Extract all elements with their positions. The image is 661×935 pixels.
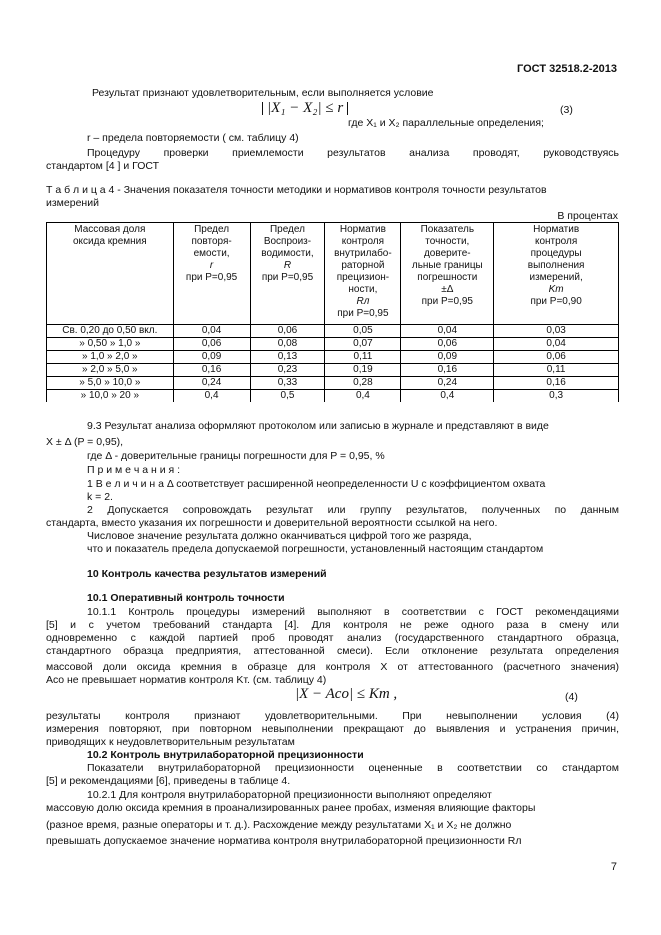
table-cell: 0,24 bbox=[173, 377, 250, 390]
table-cell: » 1,0 » 2,0 » bbox=[47, 351, 174, 364]
after4-line2: измерения повторяют, при повторном невыполнении прекращают до выявления и устранения причин, bbox=[46, 723, 619, 735]
table-caption-line2: измерений bbox=[46, 197, 99, 209]
table-caption bbox=[46, 184, 626, 197]
table-cell: 0,06 bbox=[401, 338, 494, 351]
table-cell: » 2,0 » 5,0 » bbox=[47, 364, 174, 377]
page-number: 7 bbox=[610, 861, 617, 873]
p1011-line6: Aco не превышает норматив контроля Kт. (см. таблицу 4) bbox=[46, 674, 327, 686]
note1-line2: k = 2. bbox=[87, 491, 113, 503]
table-cell: 0,5 bbox=[250, 390, 325, 403]
table-row bbox=[47, 390, 619, 403]
table-cell: » 5,0 » 10,0 » bbox=[47, 377, 174, 390]
p1021-line4: превышать допускаемое значение норматива контроля внутрилабораторной прецизионности Rл bbox=[46, 835, 522, 847]
section-9-3-line2: X ± Δ (P = 0,95), bbox=[46, 436, 124, 448]
table-cell: 0,03 bbox=[494, 325, 619, 338]
table-cell: 0,13 bbox=[250, 351, 325, 364]
table-cell: 0,09 bbox=[401, 351, 494, 364]
header-control-norm: Норматив контроля процедуры выполнения измерений, Km при P=0,90 bbox=[494, 223, 619, 325]
table-cell: 0,23 bbox=[250, 364, 325, 377]
table-cell: 0,3 bbox=[494, 390, 619, 403]
p102-line1: Показатели внутрилабораторной прецизионности оцененные в соответствии со стандартом bbox=[87, 762, 619, 774]
table-4 bbox=[46, 222, 619, 402]
procedure-line-1: Процедуру проверки приемлемости результатов анализа проводят, руководствуясь bbox=[87, 147, 619, 159]
table-cell: 0,28 bbox=[325, 377, 401, 390]
table-caption-text: - Значения показателя точности методики и нормативов контроля точности результатов bbox=[114, 184, 547, 196]
table-caption-prefix: Т а б л и ц а 4 bbox=[46, 184, 115, 196]
header-accuracy: Показатель точности, доверите- льные границы погрешности ±Δ при P=0,95 bbox=[401, 223, 494, 325]
subsection-10-2-title: 10.2 Контроль внутрилабораторной прецизионности bbox=[87, 749, 364, 761]
table-cell: » 0,50 » 1,0 » bbox=[47, 338, 174, 351]
procedure-line-2: стандартом [4 ] и ГОСТ bbox=[46, 160, 160, 172]
table-cell: 0,16 bbox=[173, 364, 250, 377]
table-cell: 0,06 bbox=[250, 325, 325, 338]
table-cell: 0,04 bbox=[494, 338, 619, 351]
table-header-row bbox=[47, 223, 619, 325]
table-cell: 0,05 bbox=[325, 325, 401, 338]
table-cell: 0,11 bbox=[494, 364, 619, 377]
table-cell: 0,33 bbox=[250, 377, 325, 390]
table-cell: 0,11 bbox=[325, 351, 401, 364]
formula-4: |X − Aco| ≤ Kт , bbox=[295, 686, 398, 702]
r-definition: r – предела повторяемости ( см. таблицу 4) bbox=[87, 132, 299, 144]
table-units: В процентах bbox=[557, 210, 618, 222]
rounding-line1: Числовое значение результата должно оканчиваться цифрой того же разряда, bbox=[87, 530, 472, 542]
table-row bbox=[47, 325, 619, 338]
note2-line1: 2 Допускается сопровождать результат или группу результатов, полученных по данным bbox=[87, 504, 619, 516]
table-row bbox=[47, 364, 619, 377]
equation-number-3: (3) bbox=[560, 104, 573, 116]
table-cell: 0,19 bbox=[325, 364, 401, 377]
where-text: где X₁ и X₂ параллельные определения; bbox=[348, 117, 544, 129]
p1011-line3: одновременно с каждой партией проб проводят анализ (государственного стандартного образца, bbox=[46, 632, 619, 644]
table-cell: 0,24 bbox=[401, 377, 494, 390]
table-cell: 0,04 bbox=[401, 325, 494, 338]
table-cell: 0,4 bbox=[173, 390, 250, 403]
table-cell: 0,4 bbox=[401, 390, 494, 403]
section-9-3-line1: 9.3 Результат анализа оформляют протоколом или записью в журнале и представляют в виде bbox=[87, 420, 549, 432]
table-row bbox=[47, 377, 619, 390]
formula-3: |X₁ − X₂| ≤ r bbox=[262, 102, 348, 115]
p102-line2: [5] и рекомендациями [6], приведены в таблице 4. bbox=[46, 775, 291, 787]
table-row bbox=[47, 338, 619, 351]
table-cell: » 10,0 » 20 » bbox=[47, 390, 174, 403]
table-row bbox=[47, 351, 619, 364]
table-cell: 0,08 bbox=[250, 338, 325, 351]
p1011-line4: стандартного образца предприятия, аттестованной смеси). Если отклонение результата определения bbox=[46, 645, 619, 657]
section-10-title: 10 Контроль качества результатов измерений bbox=[87, 568, 327, 580]
note1-line1: 1 В е л и ч и н а Δ соответствует расширенной неопределенности U с коэффициентом охвата bbox=[87, 478, 546, 490]
table-cell: 0,16 bbox=[494, 377, 619, 390]
p1011-line2: [5] и с учетом требований стандарта [4]. Для контроля не реже одного раза в смену или bbox=[46, 619, 619, 631]
subsection-10-1-title: 10.1 Оперативный контроль точности bbox=[87, 592, 285, 604]
table-cell: 0,16 bbox=[401, 364, 494, 377]
header-repeatability: Предел повторя- емости, r при P=0,95 bbox=[173, 223, 250, 325]
result-condition-text: Результат признают удовлетворительным, если выполняется условие bbox=[92, 87, 434, 99]
after4-line3: приводящих к неудовлетворительным результатам bbox=[46, 736, 295, 748]
equation-number-4: (4) bbox=[565, 691, 578, 703]
p1011-line1: 10.1.1 Контроль процедуры измерений выполняют в соответствии с ГОСТ рекомендациями bbox=[87, 606, 619, 618]
p1021-line3: (разное время, разные операторы и т. д.). Расхождение между результатами X₁ и X₂ не должно bbox=[46, 819, 512, 831]
table-cell: 0,09 bbox=[173, 351, 250, 364]
section-9-3-line3: где Δ - доверительные границы погрешности для P = 0,95, % bbox=[87, 450, 385, 462]
document-header: ГОСТ 32518.2-2013 bbox=[517, 63, 617, 75]
after4-line1: результаты контроля признают удовлетворительными. При невыполнении условия (4) bbox=[46, 710, 619, 722]
p1021-line2: массовую долю оксида кремния в проанализированных ранее пробах, изменяя влияющие факторы bbox=[46, 802, 536, 814]
table-cell: 0,4 bbox=[325, 390, 401, 403]
header-reproducibility: Предел Воспроиз- водимости, R при P=0,95 bbox=[250, 223, 325, 325]
note2-line2: стандарта, вместо указания их погрешности и доверительной вероятности ссылкой на него. bbox=[46, 517, 498, 529]
table-cell: Св. 0,20 до 0,50 вкл. bbox=[47, 325, 174, 338]
rounding-line2: что и показатель предела допускаемой погрешности, установленный настоящим стандартом bbox=[87, 543, 544, 555]
p1021-line1: 10.2.1 Для контроля внутрилабораторной прецизионности выполняют определяют bbox=[87, 789, 492, 801]
notes-title: П р и м е ч а н и я : bbox=[87, 464, 181, 476]
header-intralab-precision: Норматив контроля внутрилабо- раторной прецизион- ности, Rл при P=0,95 bbox=[325, 223, 401, 325]
p1011-line5: массовой доли оксида кремния в образце для контроля X от аттестованного (расчетного значения) bbox=[46, 661, 619, 673]
table-cell: 0,06 bbox=[494, 351, 619, 364]
table-cell: 0,04 bbox=[173, 325, 250, 338]
table-cell: 0,07 bbox=[325, 338, 401, 351]
table-cell: 0,06 bbox=[173, 338, 250, 351]
header-mass-fraction: Массовая доля оксида кремния bbox=[47, 223, 174, 325]
